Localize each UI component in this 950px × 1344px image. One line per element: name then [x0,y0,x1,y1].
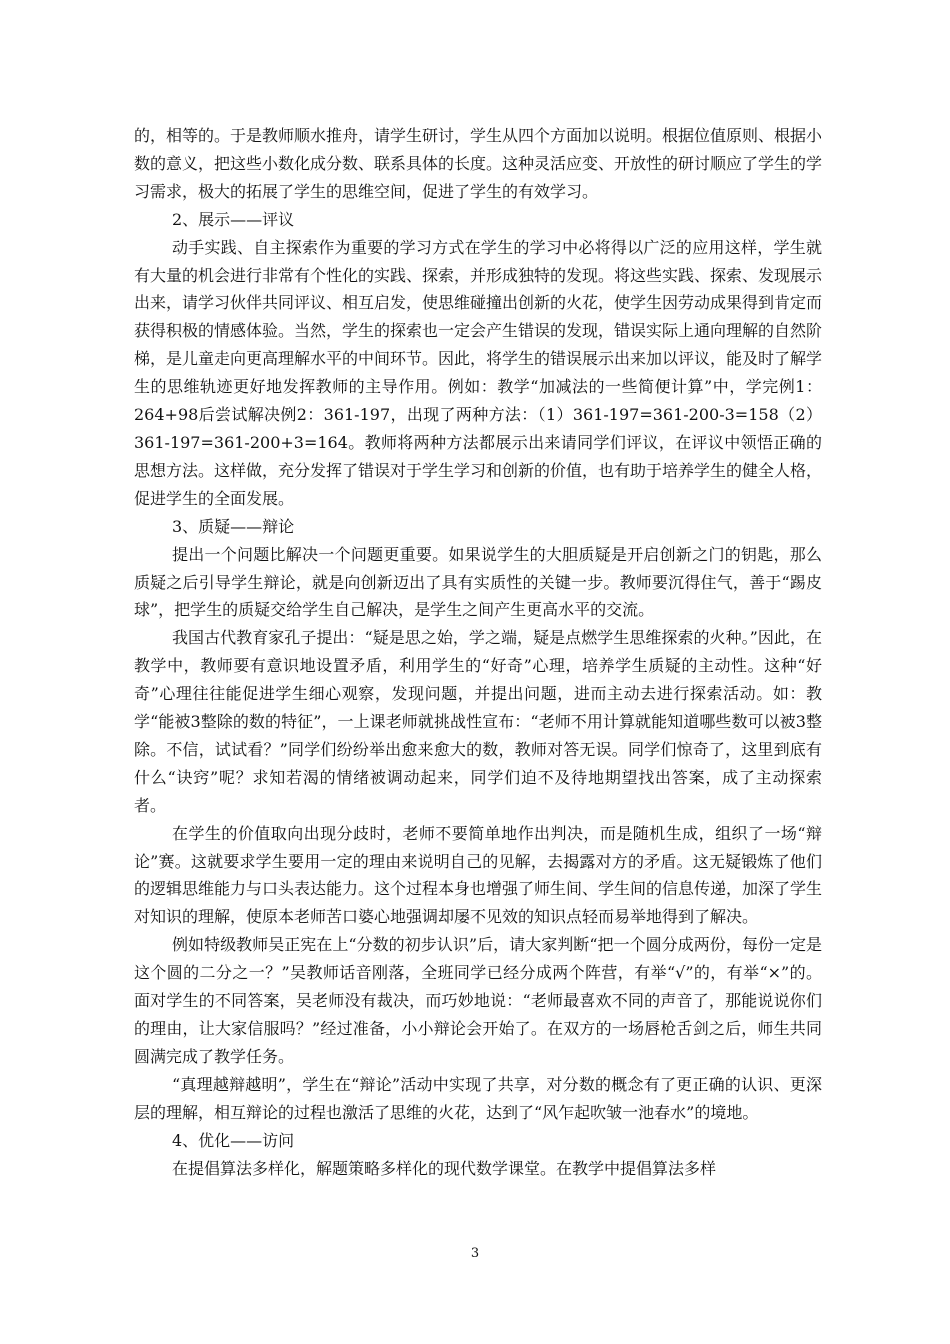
paragraph-body: 提出一个问题比解决一个问题更重要。如果说学生的大胆质疑是开启创新之门的钥匙，那么质疑之后引导学生辩论，就是向创新迈出了具有实质性的关键一步。教师要沉得住气，善于“踢皮球”，把学生的质疑交给学生自己解决，是学生之间产生更高水平的交流。 [134,544,822,620]
document-body [134,122,822,1182]
section-heading-3: 3、质疑——辩论 [172,516,295,536]
paragraph-continuation: 的，相等的。于是教师顺水推舟，请学生研讨，学生从四个方面加以说明。根据位值原则、根据小数的意义，把这些小数化成分数、联系具体的长度。这种灵活应变、开放性的研讨顺应了学生的学习需求，极大的拓展了学生的思维空间，促进了学生的有效学习。 [134,126,823,201]
paragraph-body: 在提倡算法多样化，解题策略多样化的现代数学课堂。在教学中提倡算法多样 [172,1158,717,1178]
paragraph-body: 例如特级教师吴正宪在上“分数的初步认识”后，请大家判断“把一个圆分成两份，每份一定是这个圆的二分之一？”吴教师话音刚落，全班同学已经分成两个阵营，有举“√”的，有举“×”的。面对学生的不同答案，吴老师没有裁决，而巧妙地说：“老师最喜欢不同的声音了，那能说说你们的理由，让大家信服吗？”经过准备，小小辩论会开始了。在双方的一场唇枪舌剑之后，师生共同圆满完成了教学任务。 [134,935,822,1066]
paragraph-body: 动手实践、自主探索作为重要的学习方式在学生的学习中必将得以广泛的应用这样，学生就有大量的机会进行非常有个性化的实践、探索，并形成独特的发现。将这些实践、探索、发现展示出来，请学习伙伴共同评议、相互启发，使思维碰撞出创新的火花，使学生因劳动成果得到肯定而获得积极的情感体验。当然，学生的探索也一定会产生错误的发现，错误实际上通向理解的自然阶梯，是儿童走向更高理解水平的中间环节。因此，将学生的错误展示出来加以评议，能及时了解学生的思维轨迹更好地发挥教师的主导作用。例如：教学“加减法的一些简便计算”中，学完例1：264+98后尝试解决例2：361-197，出现了两种方法：（1）361-197=361-200-3=158（2）361-197=361-200+3=164。教师将两种方法都展示出来请同学们评议，在评议中领悟正确的思想方法。这样做，充分发挥了错误对于学生学习和创新的价值，也有助于培养学生的健全人格，促进学生的全面发展。 [134,237,823,508]
page-number: 3 [470,1246,480,1261]
paragraph-body: 我国古代教育家孔子提出：“疑是思之始，学之端，疑是点燃学生思维探索的火种。”因此，在教学中，教师要有意识地设置矛盾，利用学生的“好奇”心理，培养学生质疑的主动性。这种“好奇”心理往往能促进学生细心观察，发现问题，并提出问题，进而主动去进行探索活动。如：教学“能被3整除的数的特征”，一上课老师就挑战性宣布：“老师不用计算就能知道哪些数可以被3整除。不信，试试看？”同学们纷纷举出愈来愈大的数，教师对答无误。同学们惊奇了，这里到底有什么“诀窍”呢？求知若渴的情绪被调动起来，同学们迫不及待地期望找出答案，成了主动探索者。 [134,628,822,815]
section-heading-4: 4、优化——访问 [172,1130,295,1150]
paragraph-body: 在学生的价值取向出现分歧时，老师不要简单地作出判决，而是随机生成，组织了一场“辩论”赛。这就要求学生要用一定的理由来说明自己的见解，去揭露对方的矛盾。这无疑锻炼了他们的逻辑思维能力与口头表达能力。这个过程本身也增强了师生间、学生间的信息传递，加深了学生对知识的理解，使原本老师苦口婆心地强调却屡不见效的知识点轻而易举地得到了解决。 [134,823,823,927]
paragraph-body: “真理越辩越明”，学生在“辩论”活动中实现了共享，对分数的概念有了更正确的认识、更深层的理解，相互辩论的过程也激活了思维的火花，达到了“风乍起吹皱一池春水”的境地。 [134,1074,822,1122]
section-heading-2: 2、展示——评议 [172,209,295,229]
